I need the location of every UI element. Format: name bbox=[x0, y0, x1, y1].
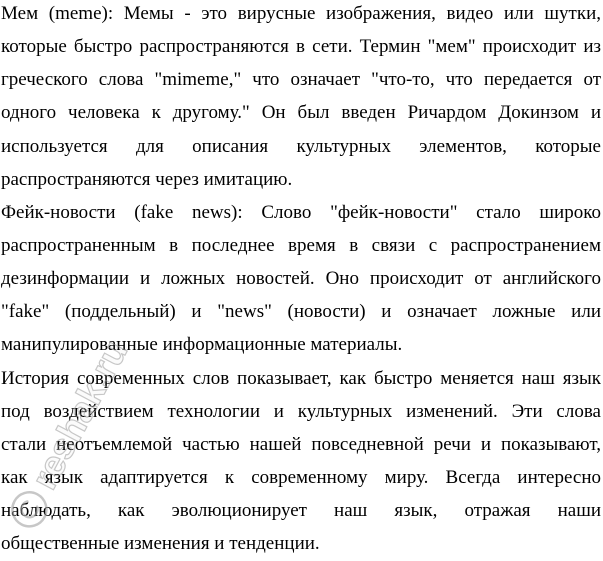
text-line: "fake" (поддельный) и "news" (новости) и означает ложные или bbox=[1, 301, 601, 323]
text-line: дезинформации и ложных новостей. Оно происходит от английского bbox=[1, 268, 601, 290]
paragraph-meme bbox=[1, 0, 601, 196]
document-body bbox=[1, 0, 601, 560]
text-line: как язык адаптируется к современному миру. Всегда интересно bbox=[1, 466, 601, 488]
paragraph-conclusion bbox=[1, 362, 601, 561]
text-line: одного человека к другому." Он был введен Ричардом Докинзом и bbox=[1, 102, 601, 124]
text-line: История современных слов показывает, как быстро меняется наш язык bbox=[1, 367, 601, 389]
paragraph-fake-news bbox=[1, 196, 601, 362]
text-line: распространенным в последнее время в связи с распространением bbox=[1, 234, 601, 256]
watermark-text: reshak.ru bbox=[23, 333, 136, 496]
text-line: под воздействием технологии и культурных изменений. Эти слова bbox=[1, 400, 601, 422]
text-line: общественные изменения и тенденции. bbox=[1, 533, 320, 555]
text-line: стали неотъемлемой частью нашей повседневной речи и показывают, bbox=[1, 433, 601, 455]
text-line: которые быстро распространяются в сети. Термин "мем" происходит из bbox=[1, 36, 601, 58]
text-line: манипулированные информационные материалы. bbox=[1, 334, 403, 356]
text-line: Фейк-новости (fake news): Слово "фейк-новости" стало широко bbox=[1, 201, 601, 223]
text-line: Мем (meme): Мемы - это вирусные изображения, видео или шутки, bbox=[1, 3, 601, 24]
text-line: наблюдать, как эволюционирует наш язык, отражая наши bbox=[1, 500, 601, 522]
text-line: греческого слова "mimeme," что означает "что-то, что передается от bbox=[1, 69, 601, 91]
text-line: распространяются через имитацию. bbox=[1, 168, 293, 190]
text-line: используется для описания культурных элементов, которые bbox=[1, 135, 601, 157]
